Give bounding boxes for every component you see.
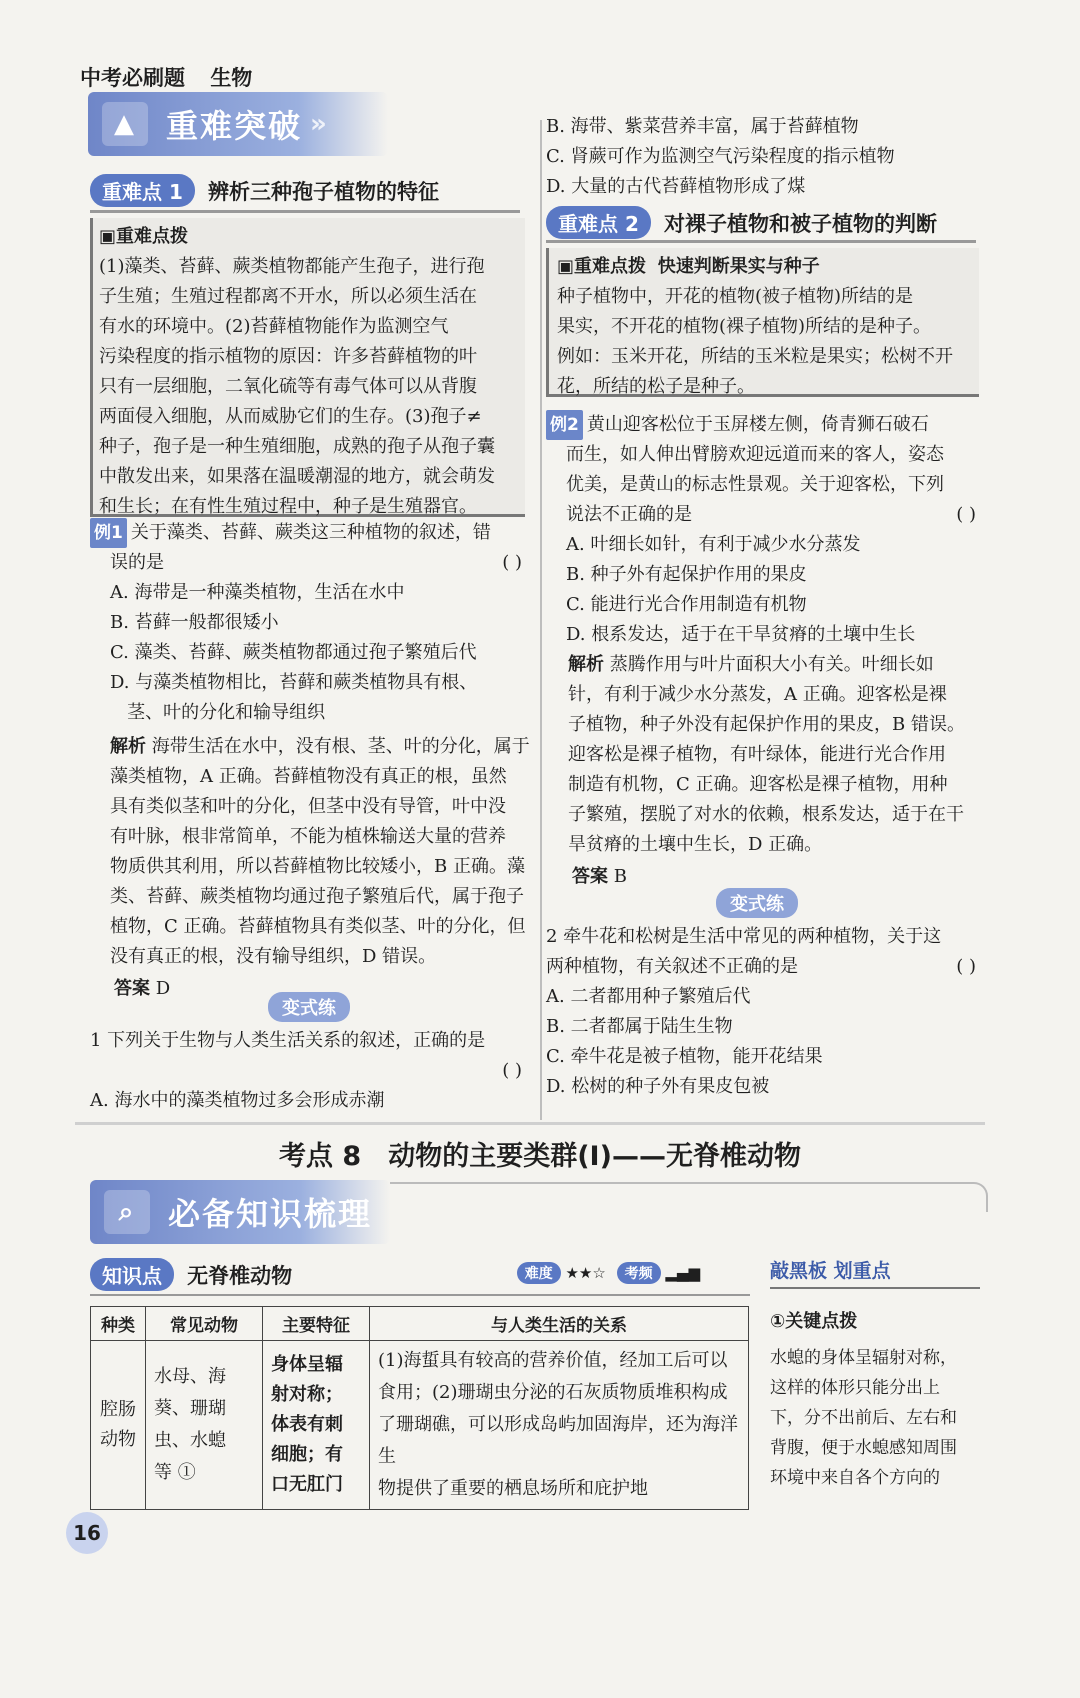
option: C. 藻类、苔藓、蕨类植物都通过孢子繁殖后代 xyxy=(110,642,477,663)
option: B. 种子外有起保护作用的果皮 xyxy=(566,564,807,585)
option: B. 海带、紫菜营养丰富，属于苔藓植物 xyxy=(546,116,859,137)
option: B. 苔藓一般都很矮小 xyxy=(110,612,279,633)
tip-line: 中散发出来，如果落在温暖潮湿的地方，就会萌发 xyxy=(99,466,495,487)
rocket-icon: ▲ xyxy=(102,102,148,146)
col-header: 与人类生活的关系 xyxy=(370,1307,749,1341)
option: D. 大量的古代苔藓植物形成了煤 xyxy=(546,176,806,197)
variant1-stem: 1 下列关于生物与人类生活关系的叙述，正确的是 xyxy=(90,1030,486,1051)
option: D. 根系发达，适于在干旱贫瘠的土壤中生长 xyxy=(566,624,916,645)
cell-line: 口无肛门 xyxy=(271,1474,343,1495)
analysis-line: 针，有利于减少水分蒸发，A 正确。迎客松是裸 xyxy=(568,684,947,705)
cell-line: 虫、水螅 xyxy=(154,1430,226,1451)
side-sub: ①关键点拨 xyxy=(770,1311,858,1332)
col-header: 主要特征 xyxy=(263,1307,370,1341)
example2-stem: 说法不正确的是 xyxy=(566,504,692,525)
example1-tag: 例1 xyxy=(90,518,127,548)
option: A. 二者都用种子繁殖后代 xyxy=(546,986,751,1007)
answer-value: D xyxy=(155,978,171,999)
option: C. 能进行光合作用制造有机物 xyxy=(566,594,807,615)
running-header xyxy=(80,62,252,92)
tip-label: ▣重难点拨 xyxy=(557,256,647,277)
answer-bracket: ( ) xyxy=(502,1060,522,1081)
knowledge-tag: 知识点 xyxy=(90,1258,174,1291)
side-line: 下，分不出前后、左右和 xyxy=(770,1408,957,1428)
variant-label: 变式练 xyxy=(268,992,350,1022)
col-header: 常见动物 xyxy=(146,1307,263,1341)
tip-line: 种子，孢子是一种生殖细胞，成熟的孢子从孢子囊 xyxy=(99,436,495,457)
tip-label: ▣重难点拨 xyxy=(99,226,189,247)
tip-line: 只有一层细胞，二氧化硫等有毒气体可以从背腹 xyxy=(99,376,477,397)
book-title: 中考必刷题 xyxy=(80,66,185,90)
example2-stem: 优美，是黄山的标志性景观。关于迎客松，下列 xyxy=(566,474,944,495)
point2-tip-box xyxy=(546,248,979,397)
lightbulb-icon: ▣ xyxy=(557,256,575,277)
cell-line: 射对称； xyxy=(271,1384,343,1405)
analysis-line: 植物，C 正确。苔藓植物具有类似茎、叶的分化，但 xyxy=(110,916,526,937)
analysis-line: 海带生活在水中，没有根、茎、叶的分化，属于 xyxy=(151,736,530,757)
point1-tag: 重难点 1 xyxy=(90,174,195,207)
option: A. 叶细长如针，有利于减少水分蒸发 xyxy=(566,534,861,555)
cell-line: 细胞；有 xyxy=(271,1444,343,1465)
variant2-stem: 2 牵牛花和松树是生活中常见的两种植物，关于这 xyxy=(546,926,942,947)
frame-line xyxy=(390,1182,988,1212)
option: D. 与藻类植物相比，苔藓和蕨类植物具有根、 xyxy=(110,672,478,693)
section-divider xyxy=(75,1122,985,1125)
rule xyxy=(546,240,976,243)
example2-stem: 黄山迎客松位于玉屏楼左侧，倚青狮石破石 xyxy=(586,414,929,435)
difficulty-meter: 难度 ★★☆ 考频 ▂▄▆ xyxy=(517,1262,700,1284)
variant2 xyxy=(546,922,976,1102)
rule xyxy=(90,210,520,213)
option: A. 海水中的藻类植物过多会形成赤潮 xyxy=(90,1090,385,1111)
section-title: 考点 8 动物的主要类群(Ⅰ)——无脊椎动物 xyxy=(279,1141,801,1172)
tip-line: 种子植物中，开花的植物(被子植物)所结的是 xyxy=(557,286,914,307)
side-line: 环境中来自各个方向的 xyxy=(770,1468,940,1488)
tip-line: 有水的环境中。(2)苔藓植物能作为监测空气 xyxy=(99,316,449,337)
cell-line: 葵、珊瑚 xyxy=(154,1398,226,1419)
analysis-line: 没有真正的根，没有输导组织，D 错误。 xyxy=(110,946,437,967)
answer-label: 答案 xyxy=(572,866,608,887)
tip-title: 快速判断果实与种子 xyxy=(657,256,820,277)
point2-tag: 重难点 2 xyxy=(546,206,651,239)
tip-line: 子生殖；生殖过程都离不开水，所以必须生活在 xyxy=(99,286,477,307)
side-title: 敲黑板 划重点 xyxy=(770,1256,980,1289)
option: 茎、叶的分化和输导组织 xyxy=(110,702,326,723)
tip-line: 花，所结的松子是种子。 xyxy=(557,376,755,397)
subject-title: 生物 xyxy=(210,66,253,90)
cell-line: 物提供了重要的栖息场所和庇护地 xyxy=(378,1478,648,1499)
example2-tag: 例2 xyxy=(546,410,583,440)
cell-line: 食用；(2)珊瑚虫分泌的石灰质物质堆积构成 xyxy=(378,1382,728,1403)
analysis-line: 类、苔藓、蕨类植物均通过孢子繁殖后代，属于孢子 xyxy=(110,886,524,907)
analysis-line: 物质供其利用，所以苔藓植物比较矮小，B 正确。藻 xyxy=(110,856,525,877)
tip-line: 两面侵入细胞，从而威胁它们的生存。(3)孢子≠ xyxy=(99,406,482,427)
cell-line: 动物 xyxy=(100,1429,136,1450)
answer-bracket: ( ) xyxy=(502,552,522,573)
cell-line: (1)海蜇具有较高的营养价值，经加工后可以 xyxy=(378,1350,728,1371)
cell-line: 了珊瑚礁，可以形成岛屿加固海岸，还为海洋生 xyxy=(378,1414,738,1467)
magnifier-icon: ⌕ xyxy=(104,1190,150,1234)
analysis-line: 子繁殖，摆脱了对水的依赖，根系发达，适于在干 xyxy=(568,804,964,825)
banner-knowledge xyxy=(90,1180,390,1244)
answer-bracket: ( ) xyxy=(956,504,976,525)
tip-line: 果实，不开花的植物(裸子植物)所结的是种子。 xyxy=(557,316,932,337)
variant1-right xyxy=(546,112,976,202)
point1-tip-box xyxy=(90,218,525,517)
analysis-label: 解析 xyxy=(110,736,146,757)
banner-title: 重难突破 xyxy=(166,107,303,145)
point1-heading xyxy=(90,174,439,207)
cell-line: 水母、海 xyxy=(154,1366,226,1387)
cell-line: 等 ① xyxy=(154,1462,196,1483)
table-row xyxy=(91,1341,749,1510)
cell-line: 腔肠 xyxy=(100,1399,136,1420)
analysis-line: 蒸腾作用与叶片面积大小有关。叶细长如 xyxy=(609,654,934,675)
banner-breakthrough xyxy=(88,92,388,156)
tip-line: 例如：玉米开花，所结的玉米粒是果实；松树不开 xyxy=(557,346,953,367)
answer-bracket: ( ) xyxy=(956,956,976,977)
option: C. 牵牛花是被子植物，能开花结果 xyxy=(546,1046,823,1067)
difficulty-stars-icon: ★★☆ xyxy=(565,1264,606,1282)
variant-label: 变式练 xyxy=(716,888,798,918)
banner-title: 必备知识梳理 xyxy=(168,1195,373,1233)
example1 xyxy=(90,518,530,1004)
cell-line: 身体呈辐 xyxy=(271,1354,343,1375)
knowledge-bar xyxy=(90,1258,750,1296)
option: C. 肾蕨可作为监测空气污染程度的指示植物 xyxy=(546,146,895,167)
variant1-left xyxy=(90,1026,522,1116)
point1-title: 辨析三种孢子植物的特征 xyxy=(207,180,439,204)
example1-stem: 误的是 xyxy=(110,552,164,573)
side-line: 这样的体形只能分出上 xyxy=(770,1378,940,1398)
tip-line: 污染程度的指示植物的原因：许多苔藓植物的叶 xyxy=(99,346,477,367)
double-chevron-icon: » xyxy=(310,109,329,139)
analysis-line: 有叶脉，根非常简单，不能为植株输送大量的营养 xyxy=(110,826,506,847)
tip-line: 和生长；在有性生殖过程中，种子是生殖器官。 xyxy=(99,496,477,517)
analysis-label: 解析 xyxy=(568,654,604,675)
side-line: 水螅的身体呈辐射对称， xyxy=(770,1348,957,1368)
tip-line: (1)藻类、苔藓、蕨类植物都能产生孢子，进行孢 xyxy=(99,256,485,277)
analysis-line: 子植物，种子外没有起保护作用的果皮，B 错误。 xyxy=(568,714,965,735)
side-note xyxy=(770,1256,980,1493)
option: B. 二者都属于陆生生物 xyxy=(546,1016,733,1037)
analysis-line: 旱贫瘠的土壤中生长，D 正确。 xyxy=(568,834,823,855)
answer-value: B xyxy=(613,866,627,887)
page-number: 16 xyxy=(66,1512,108,1554)
side-line: 背腹，便于水螅感知周围 xyxy=(770,1438,957,1458)
option: A. 海带是一种藻类植物，生活在水中 xyxy=(110,582,405,603)
option: D. 松树的种子外有果皮包被 xyxy=(546,1076,770,1097)
column-divider xyxy=(540,120,542,1120)
knowledge-title: 无脊椎动物 xyxy=(187,1264,293,1288)
analysis-line: 制造有机物，C 正确。迎客松是裸子植物，用种 xyxy=(568,774,948,795)
answer-label: 答案 xyxy=(114,978,150,999)
example2 xyxy=(546,410,976,892)
example1-stem: 关于藻类、苔藓、蕨类这三种植物的叙述，错 xyxy=(130,522,491,543)
variant2-stem: 两种植物，有关叙述不正确的是 xyxy=(546,956,798,977)
knowledge-table xyxy=(90,1306,749,1510)
analysis-line: 藻类植物，A 正确。苔藓植物没有真正的根，虽然 xyxy=(110,766,507,787)
point2-title: 对裸子植物和被子植物的判断 xyxy=(663,212,937,236)
frequency-bars-icon: ▂▄▆ xyxy=(665,1264,700,1282)
analysis-line: 迎客松是裸子植物，有叶绿体，能进行光合作用 xyxy=(568,744,946,765)
lightbulb-icon: ▣ xyxy=(99,226,117,247)
cell-line: 体表有刺 xyxy=(271,1414,343,1435)
col-header: 种类 xyxy=(91,1307,146,1341)
analysis-line: 具有类似茎和叶的分化，但茎中没有导管，叶中没 xyxy=(110,796,506,817)
point2-heading xyxy=(546,206,937,239)
example2-stem: 而生，如人伸出臂膀欢迎远道而来的客人，姿态 xyxy=(566,444,944,465)
